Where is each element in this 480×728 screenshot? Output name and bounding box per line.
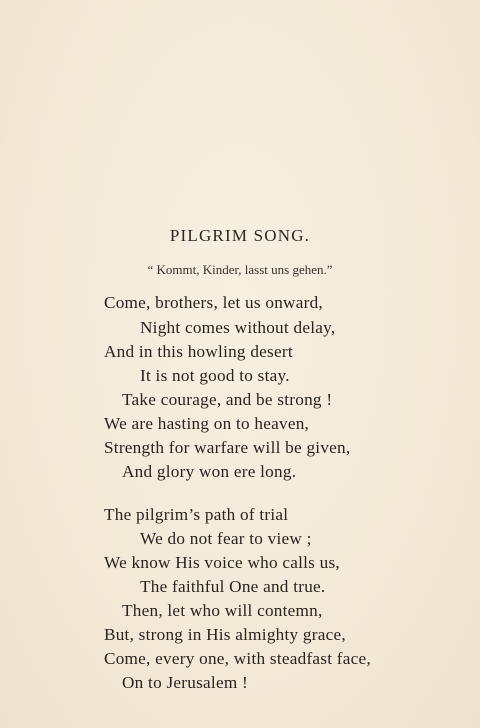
poem-title: PILGRIM SONG. [169, 226, 311, 245]
poem-line: Come, brothers, let us onward, [104, 293, 323, 312]
poem-line: Come, every one, with steadfast face, [104, 649, 371, 668]
poem-line: And glory won ere long. [122, 462, 297, 481]
epigraph: “ Kommt, Kinder, lasst uns gehen.” [147, 262, 333, 277]
poem-line: On to Jerusalem ! [122, 673, 248, 692]
poem-line: But, strong in His almighty grace, [104, 625, 346, 644]
poem-line: The faithful One and true. [140, 577, 326, 596]
poem-line: Take courage, and be strong ! [122, 390, 333, 409]
poem-line: It is not good to stay. [140, 366, 290, 385]
poem-line: The pilgrim’s path of trial [104, 505, 289, 524]
poem-line: We know His voice who calls us, [104, 553, 340, 572]
poem-line: Night comes without delay, [140, 318, 336, 337]
poem-line: We are hasting on to heaven, [104, 414, 310, 433]
poem-line: We do not fear to view ; [140, 529, 312, 548]
poem-line: Then, let who will contemn, [122, 601, 323, 620]
poem-line: And in this howling desert [104, 342, 293, 361]
poem-line: Strength for warfare will be given, [104, 438, 351, 457]
